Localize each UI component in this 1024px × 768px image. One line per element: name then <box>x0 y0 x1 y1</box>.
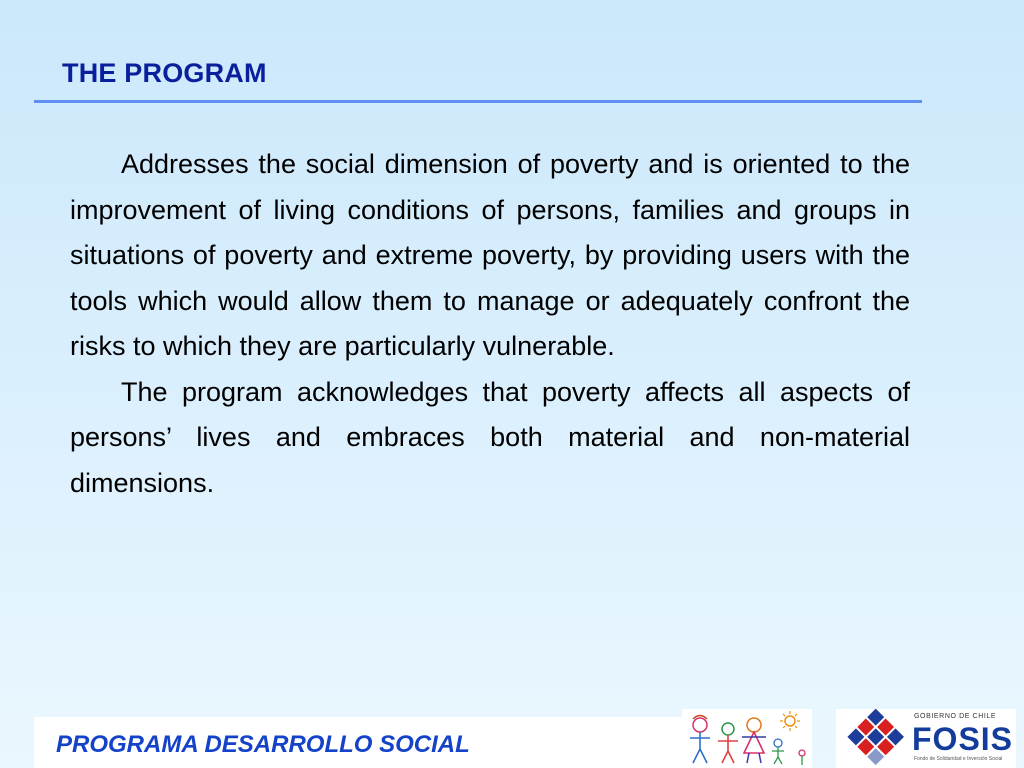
fosis-logo <box>836 709 1016 768</box>
fosis-cubes-icon <box>838 709 912 768</box>
children-drawing-logo <box>682 709 812 768</box>
fosis-wordmark: FOSIS <box>912 721 1014 757</box>
body-paragraph-1: Addresses the social dimension of poverty and is oriented to the improvement of living conditions of persons, families and groups in situations of poverty and extreme poverty, by providing users with the tools which would allow them to manage or adequately confront the risks to which they are particularly vulnerable. <box>70 149 910 361</box>
children-drawing-icon <box>682 709 812 768</box>
fosis-government-label: GOBIERNO DE CHILE <box>914 713 997 720</box>
slide-body <box>70 142 910 506</box>
fosis-tagline: Fondo de Solidaridad e Inversión Social <box>914 756 1003 762</box>
body-paragraph-2: The program acknowledges that poverty affects all aspects of persons’ lives and embraces both material and non-material dimensions. <box>70 376 910 498</box>
footer-program-name: PROGRAMA DESARROLLO SOCIAL <box>56 731 470 758</box>
slide-title: THE PROGRAM <box>62 58 267 88</box>
title-underline <box>34 100 922 103</box>
